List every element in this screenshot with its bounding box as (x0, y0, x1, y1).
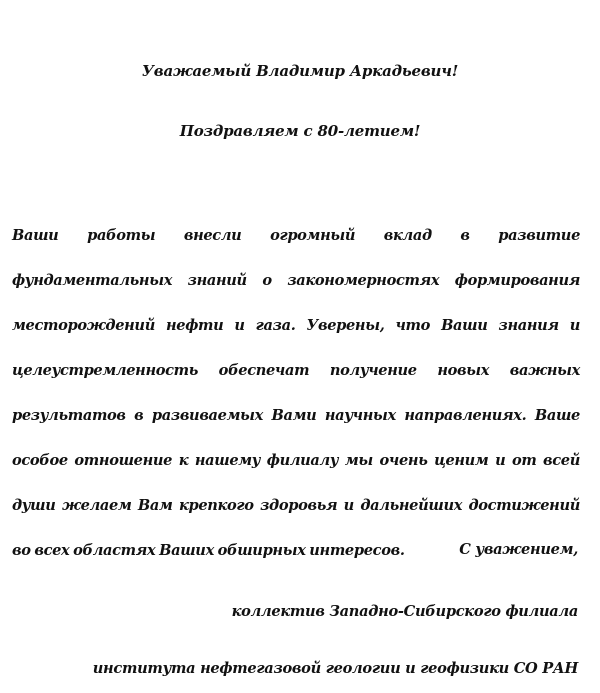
signature-line-2: института нефтегазовой геологии и геофизики СО РАН (92, 660, 578, 677)
signature-line-1: коллектив Западно-Сибирского филиала (231, 603, 578, 620)
congratulation-line: Поздравляем с 80-летием! (179, 122, 421, 140)
closing-phrase: С уважением, (459, 541, 578, 558)
salutation: Уважаемый Владимир Аркадьевич! (141, 62, 459, 80)
letter-body: Ваши работы внесли огромный вклад в развитие фундаментальных знаний о закономерностях формирования месторождений нефти и газа. Уверены, что Ваши знания и целеустремленность обеспечат получение новых важных результатов в развиваемых Вами научных направлениях. Ваше особое отношение к нашему филиалу мы очень ценим и от всей души желаем Вам крепкого здоровья и дальнейших достижений во всех областях Ваших обширных интересов. (12, 227, 580, 559)
